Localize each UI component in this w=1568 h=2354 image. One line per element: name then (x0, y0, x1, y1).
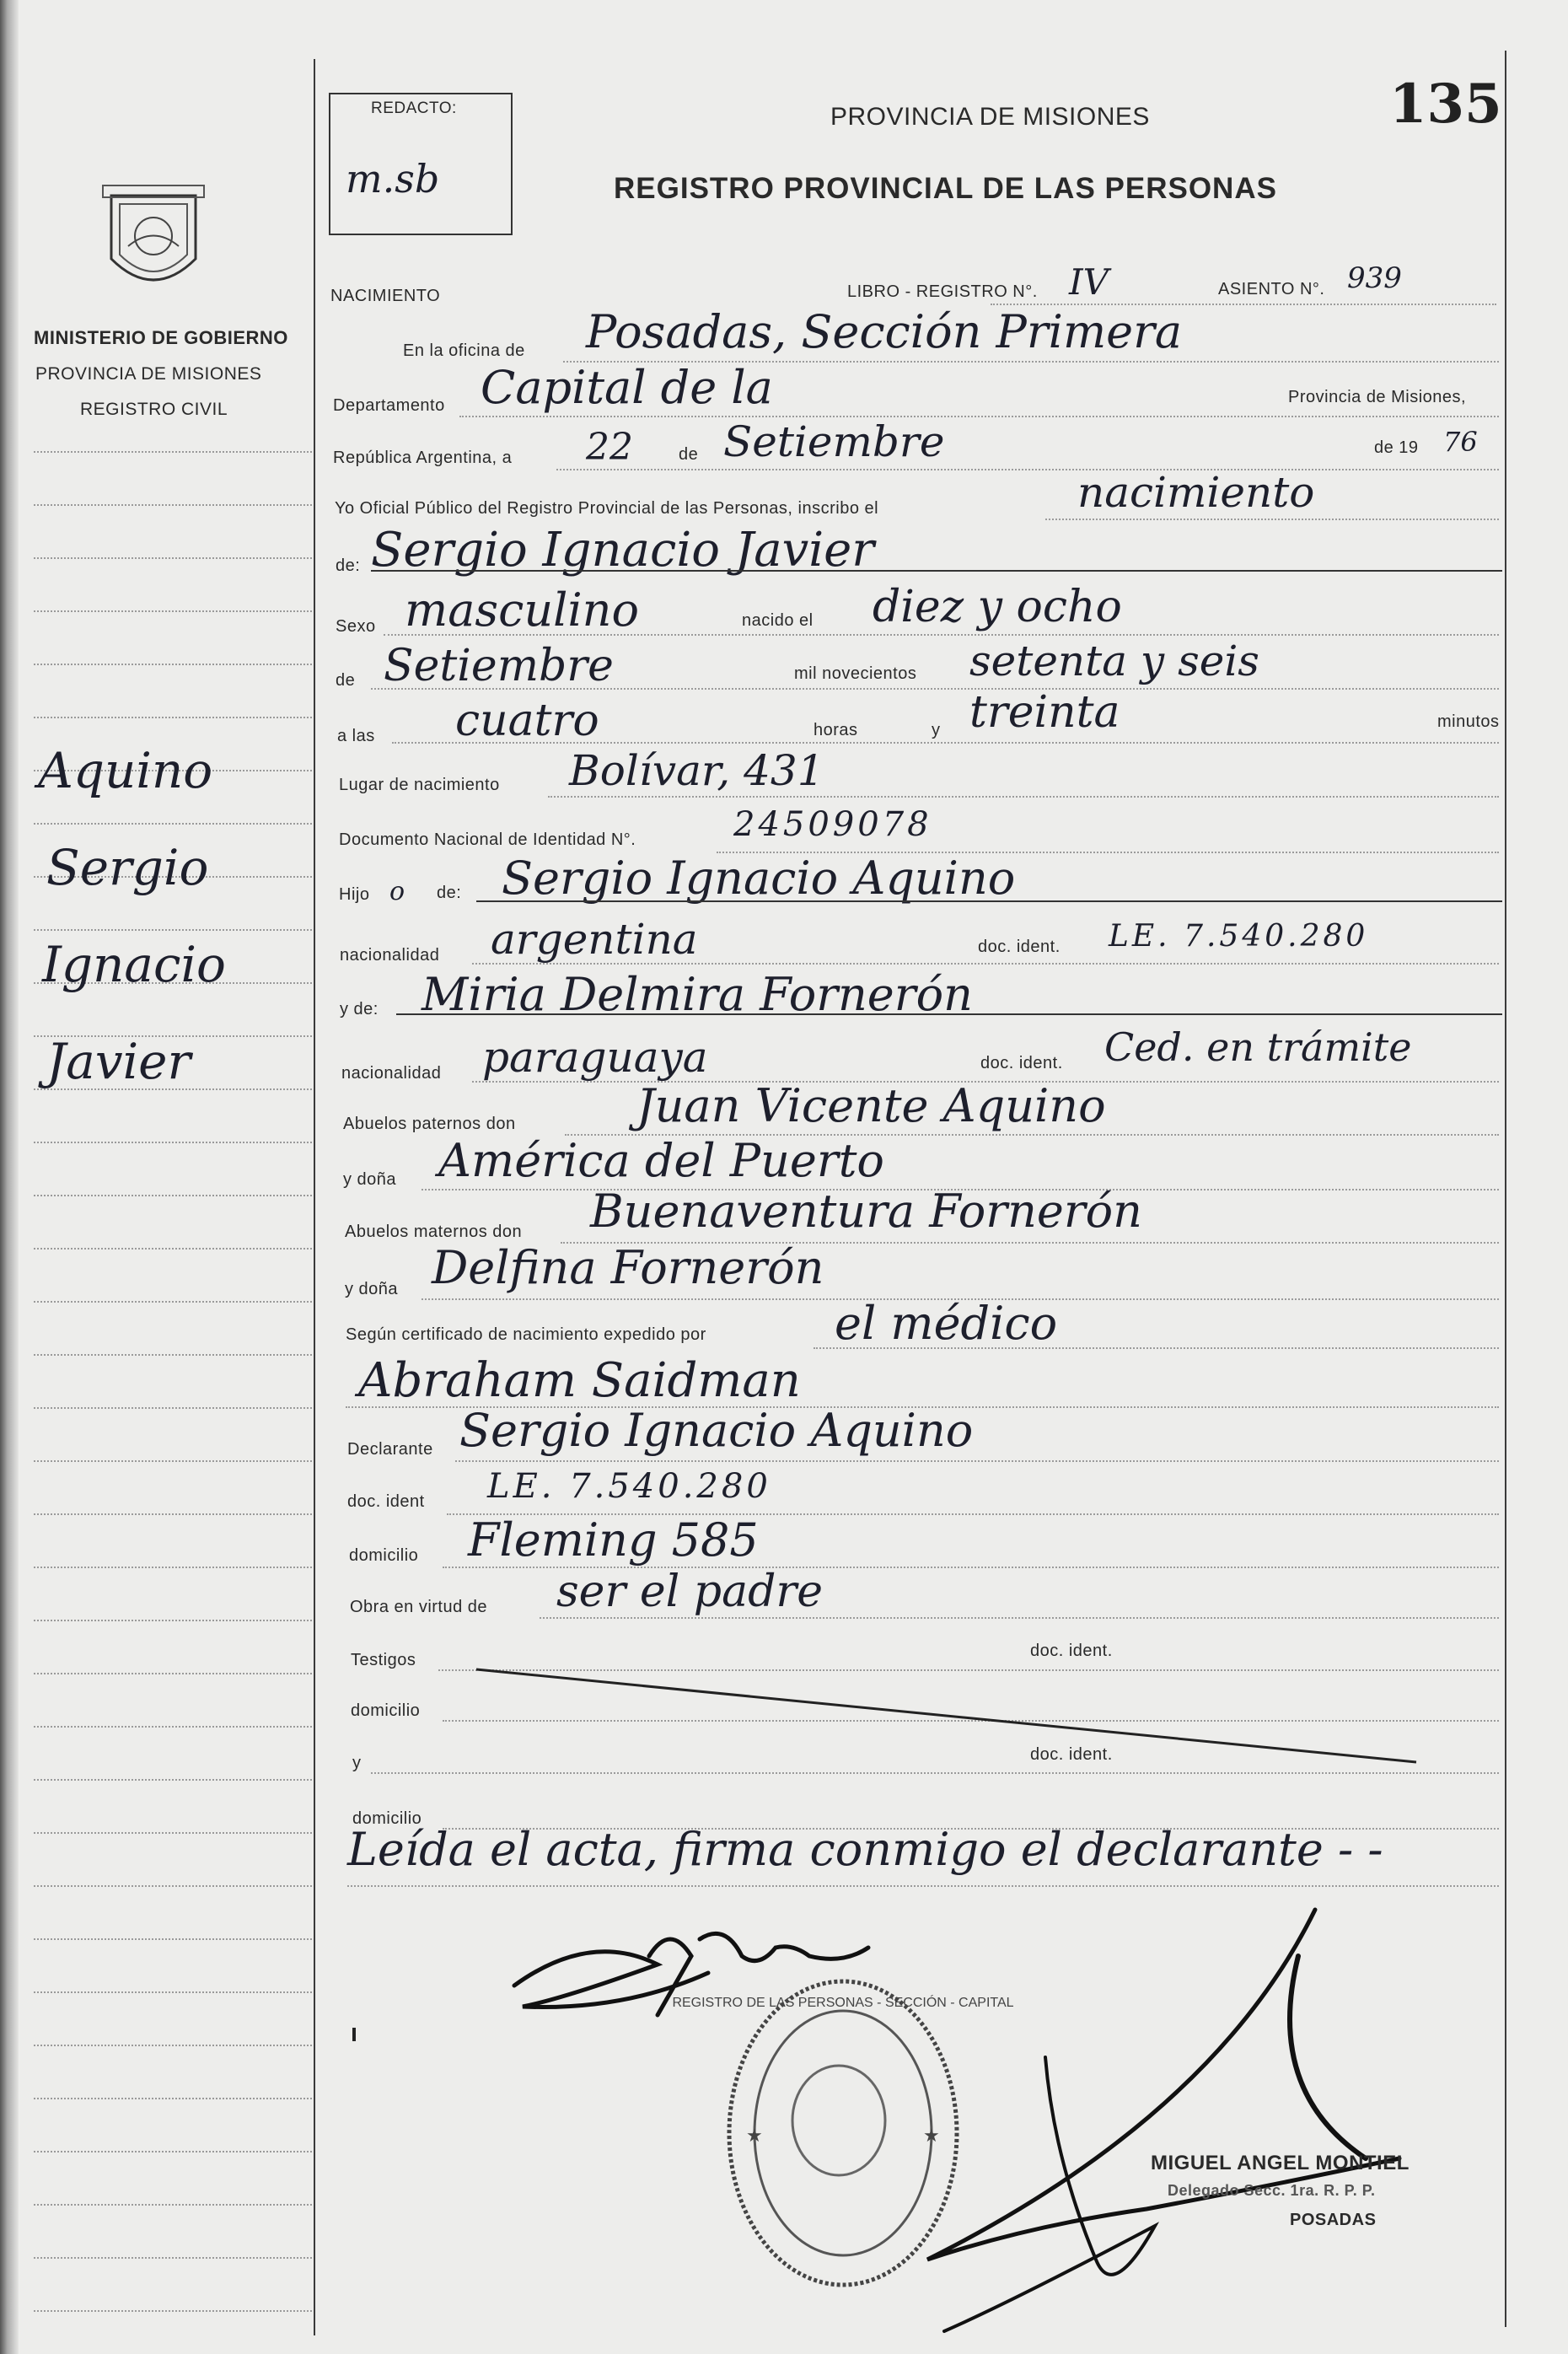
right-frame-line (1505, 51, 1506, 2327)
abuela-pat-value: América del Puerto (438, 1134, 884, 1187)
margin-rule-line (34, 1885, 312, 1887)
de-label: de (679, 445, 699, 464)
republica-label: República Argentina, a (333, 449, 513, 467)
margin-rule-line (34, 557, 312, 559)
testigos-label: Testigos (351, 1651, 416, 1669)
a-las-label: a las (337, 727, 375, 745)
y-label: y (932, 721, 941, 739)
margin-rule-line (34, 1460, 312, 1462)
madre-value: Miria Delmira Fornerón (422, 968, 973, 1021)
row-line-nombre (371, 570, 1502, 572)
testigo2-domicilio-label: domicilio (352, 1809, 422, 1828)
margin-rule-line (34, 717, 312, 718)
padre-nac-value: argentina (491, 915, 698, 964)
asiento-label: ASIENTO N°. (1218, 280, 1325, 298)
madre-nac-label: nacionalidad (341, 1064, 442, 1083)
abuelo-mat-value: Buenaventura Fornerón (590, 1185, 1142, 1238)
row-line-declarante (455, 1460, 1499, 1462)
testigo2-doc-label: doc. ident. (1030, 1745, 1113, 1764)
abuela-mat-label: y doña (345, 1280, 399, 1298)
obra-value: ser el padre (556, 1567, 823, 1617)
abuelos-mat-label: Abuelos maternos don (345, 1223, 523, 1241)
left-frame-line (314, 59, 315, 2335)
minutos-value: treinta (969, 687, 1120, 738)
margin-name-third: Javier (46, 1033, 191, 1090)
row-line-oficial (1045, 519, 1499, 520)
margin-rule-line (34, 2257, 312, 2259)
nombre-value: Sergio Ignacio Javier (371, 523, 875, 578)
svg-text:★: ★ (746, 2125, 763, 2146)
svg-text:★: ★ (923, 2125, 940, 2146)
row-line-padre-nac (472, 963, 1499, 965)
margin-name-second: Ignacio (42, 936, 226, 993)
abuelos-pat-label: Abuelos paternos don (343, 1115, 516, 1133)
testigo1-doc-label: doc. ident. (1030, 1642, 1113, 1660)
abuela-mat-value: Delfina Fornerón (432, 1241, 824, 1294)
lugar-label: Lugar de nacimiento (339, 776, 500, 794)
margin-rule-line (34, 1407, 312, 1409)
binding-shadow (0, 0, 19, 2354)
row-line-testigo2 (371, 1772, 1499, 1774)
margin-rule-line (34, 1567, 312, 1568)
redacto-initials: m.sb (346, 156, 440, 202)
margin-name-first: Sergio (46, 839, 209, 896)
row-line-lugar (548, 796, 1499, 798)
domicilio-label: domicilio (349, 1546, 419, 1565)
official-city: POSADAS (1290, 2211, 1377, 2229)
row-line-obra (540, 1617, 1499, 1619)
minutos-label: minutos (1437, 712, 1500, 731)
oficina-label: En la oficina de (403, 341, 525, 360)
testigo1-domicilio-label: domicilio (351, 1701, 421, 1720)
registry-title: REGISTRO PROVINCIAL DE LAS PERSONAS (614, 172, 1277, 205)
official-name: MIGUEL ANGEL MONTIEL (1151, 2152, 1410, 2174)
redacto-label: REDACTO: (371, 99, 457, 117)
margin-rule-line (34, 2151, 312, 2152)
ministry-line2: PROVINCIA DE MISIONES (35, 364, 262, 384)
mes-value: Setiembre (723, 417, 945, 466)
row-line-departamento (459, 416, 1499, 417)
de-mes-label: de (336, 671, 356, 690)
horas-label: horas (814, 721, 858, 739)
seal-text: REGISTRO DE LAS PERSONAS - SECCIÓN - CAPITAL (672, 1996, 1014, 2010)
row-line-madre (396, 1013, 1502, 1015)
row-line-hora (392, 742, 1499, 744)
ministry-line1: MINISTERIO DE GOBIERNO (34, 327, 288, 348)
de-nombre-label: de: (336, 556, 361, 575)
padre-doc-value: LE. 7.540.280 (1109, 919, 1369, 954)
margin-rule-line (34, 504, 312, 506)
margin-rule-line (34, 1354, 312, 1356)
decl-doc-value: LE. 7.540.280 (487, 1467, 771, 1506)
provincial-coat-of-arms-icon (94, 179, 212, 305)
dni-label: Documento Nacional de Identidad N°. (339, 830, 636, 849)
margin-rule-line (34, 1142, 312, 1143)
medico-value: Abraham Saidman (358, 1353, 801, 1408)
certificado-value: el médico (835, 1297, 1058, 1350)
departamento-value: Capital de la (481, 361, 773, 414)
decl-doc-label: doc. ident (347, 1492, 425, 1511)
sexo-label: Sexo (336, 617, 376, 636)
margin-rule-line (34, 1726, 312, 1728)
hijo-de-label: de: (437, 884, 462, 902)
libro-value: IV (1069, 261, 1109, 303)
sexo-value: masculino (405, 583, 639, 637)
obra-label: Obra en virtud de (350, 1598, 488, 1616)
padre-nac-label: nacionalidad (340, 946, 440, 965)
margin-rule-line (34, 2310, 312, 2312)
abuela-pat-label: y doña (343, 1170, 397, 1189)
mil-value: setenta y seis (969, 637, 1259, 685)
row-line-padre (476, 900, 1502, 902)
provincia-label: Provincia de Misiones, (1288, 388, 1467, 406)
row-line-republica (556, 469, 1499, 470)
margin-rule-line (34, 1620, 312, 1621)
margin-rule-line (34, 929, 312, 931)
padre-value: Sergio Ignacio Aquino (502, 852, 1016, 905)
madre-doc-value: Ced. en trámite (1104, 1024, 1412, 1070)
margin-rule-line (34, 1248, 312, 1250)
margin-rule-line (34, 610, 312, 612)
madre-nac-value: paraguaya (482, 1033, 708, 1082)
nacido-label: nacido el (742, 611, 814, 630)
witness-strike-line (472, 1661, 1425, 1771)
mil-label: mil novecientos (794, 664, 917, 683)
oficina-value: Posadas, Sección Primera (586, 305, 1183, 358)
padre-doc-label: doc. ident. (978, 938, 1061, 956)
row-line-de-mes (371, 688, 1499, 690)
margin-rule-line (34, 1779, 312, 1781)
official-title: Delegado Secc. 1ra. R. P. P. (1168, 2182, 1376, 2199)
domicilio-value: Fleming 585 (468, 1513, 759, 1567)
margin-rule-line (34, 1938, 312, 1940)
margin-rule-line (34, 1513, 312, 1515)
ministry-line3: REGISTRO CIVIL (80, 400, 228, 419)
nacimiento-label: NACIMIENTO (330, 287, 441, 305)
testigo2-y-label: y (352, 1754, 362, 1772)
dia-value: 22 (586, 426, 633, 469)
margin-rule-line (34, 2098, 312, 2099)
margin-rule-line (34, 451, 312, 453)
declarante-value: Sergio Ignacio Aquino (459, 1404, 974, 1457)
asiento-value: 939 (1347, 261, 1402, 295)
nac-mes-value: Setiembre (384, 641, 614, 691)
page-number: 135 (1389, 73, 1502, 136)
margin-rule-line (34, 1301, 312, 1303)
libro-label: LIBRO - REGISTRO N°. (847, 282, 1038, 301)
dni-value: 24509078 (733, 805, 932, 844)
row-line-certificado (814, 1347, 1499, 1349)
margin-tick-mark (352, 2028, 356, 2041)
certificado-label: Según certificado de nacimiento expedido por (346, 1325, 706, 1344)
margin-rule-line (34, 823, 312, 825)
margin-rule-line (34, 2045, 312, 2046)
margin-rule-line (34, 2204, 312, 2206)
anio-label: de 19 (1374, 438, 1419, 457)
abuelo-pat-value: Juan Vicente Aquino (636, 1079, 1106, 1132)
departamento-label: Departamento (333, 396, 445, 415)
inscribo-value: nacimiento (1077, 468, 1315, 517)
y-de-label: y de: (340, 1000, 379, 1018)
row-line-sexo (384, 634, 1499, 636)
margin-rule-line (34, 1832, 312, 1834)
row-line-closing (347, 1885, 1499, 1887)
margin-rule-line (34, 664, 312, 665)
province-heading: PROVINCIA DE MISIONES (830, 103, 1150, 131)
oficial-label: Yo Oficial Público del Registro Provincial de las Personas, inscribo el (335, 499, 879, 518)
lugar-value: Bolívar, 431 (569, 746, 824, 795)
nacido-value: diez y ocho (873, 582, 1122, 632)
margin-rule-line (34, 1195, 312, 1196)
hijo-suffix: o (389, 877, 405, 906)
margin-rule-line (34, 1991, 312, 1993)
madre-doc-label: doc. ident. (980, 1054, 1063, 1072)
margin-rule-line (34, 1673, 312, 1674)
declarante-label: Declarante (347, 1440, 433, 1459)
anio-value: 76 (1443, 426, 1478, 458)
hora-value: cuatro (455, 696, 599, 746)
official-signature-icon (759, 1905, 1501, 2344)
hijo-label: Hijo (339, 885, 370, 904)
closing-statement: Leída el acta, firma conmigo el declarante - - (347, 1823, 1383, 1876)
margin-name-surname: Aquino (38, 742, 213, 799)
